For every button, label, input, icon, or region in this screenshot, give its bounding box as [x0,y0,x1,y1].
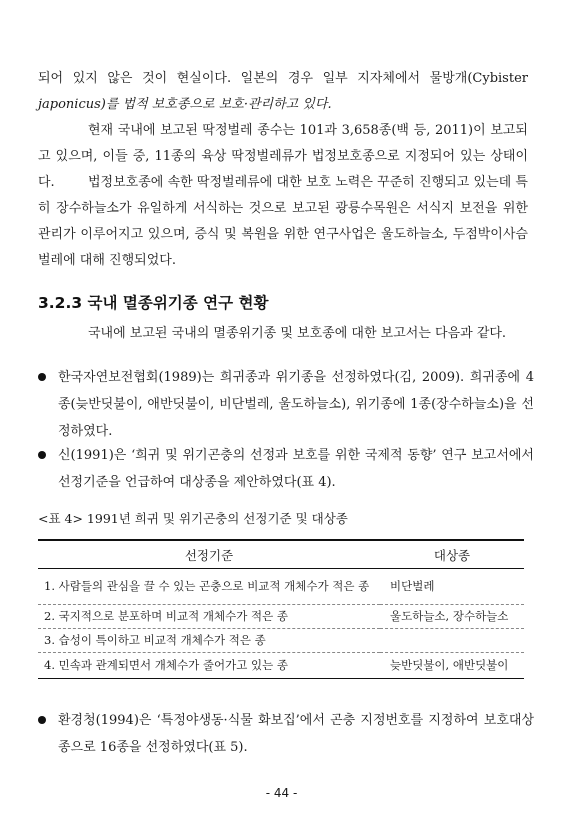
bullet-item-2 [38,442,534,496]
table-caption: <표 4> 1991년 희귀 및 위기곤충의 선정기준 및 대상종 [38,511,348,526]
table-cell: 3. 습성이 특이하고 비교적 개체수가 적은 종 [38,629,380,653]
table-row [38,605,524,629]
paragraph-1-line-1: 되어 있지 않은 것이 현실이다. 일본의 경우 일부 지자체에서 물방개(Cybister [38,71,528,86]
table-row [38,569,524,605]
table-header-row [38,540,524,569]
table-row [38,629,524,653]
bullet-item-3 [38,707,534,761]
bullet-text: 환경청(1994)은 ‘특정야생동·식물 화보집’에서 곤충 지정번호를 지정하여 보호대상종으로 16종을 선정하였다(표 5). [58,713,534,755]
paragraph-3: 법정보호종에 속한 딱정벌레류에 대한 보호 노력은 꾸준히 진행되고 있는데 특히 장수하늘소가 유일하게 서식하는 것으로 보고된 광릉수목원은 서식지 보전을 위한 관리가 이루어지고 있으며, 증식 및 복원을 위한 연구사업은 울도하늘소, 두점박이사슴벌레에 대해 진행되었다. [38,175,528,268]
section-heading: 3.2.3 국내 멸종위기종 연구 현황 [38,294,269,312]
bullet-icon [38,716,46,724]
table-cell: 비단벌레 [380,569,524,605]
species-name: japonicus)를 법적 보호종으로 보호·관리하고 있다. [38,97,332,112]
bullet-icon [38,373,46,381]
table-cell [380,629,524,653]
table-cell: 4. 민속과 관계되면서 개체수가 줄어가고 있는 종 [38,653,380,679]
bullet-text: 신(1991)은 ‘희귀 및 위기곤충의 선정과 보호를 위한 국제적 동향’ 연구 보고서에서 선정기준을 언급하여 대상종을 제안하였다(표 4). [58,448,534,490]
table-row [38,653,524,679]
bullet-text: 한국자연보전협회(1989)는 희귀종과 위기종을 선정하였다(김, 2009). 희귀종에 4종(늦반딧불이, 애반딧불이, 비단벌레, 울도하늘소), 위기종에 1종(장수하늘소)을 선정하였다. [58,370,534,439]
table-cell: 울도하늘소, 장수하늘소 [380,605,524,629]
criteria-table [38,539,524,679]
page-number: - 44 - [265,786,298,800]
table-cell: 늦반딧불이, 애반딧불이 [380,653,524,679]
header-criteria: 선정기준 [38,540,380,569]
header-species: 대상종 [380,540,524,569]
paragraph-2: 현재 국내에 보고된 딱정벌레 종수는 101과 3,658종(백 등, 2011)이 보고되고 있으며, 이들 중, 11종의 육상 딱정벌레류가 법정보호종으로 지정되어 있는 상태이다. [38,123,528,190]
bullet-icon [38,451,46,459]
bullet-item-1 [38,364,534,445]
paragraph-1-line-2 [38,92,528,118]
table-cell: 1. 사람들의 관심을 끌 수 있는 곤충으로 비교적 개체수가 적은 종 [38,569,380,605]
section-intro: 국내에 보고된 국내의 멸종위기종 및 보호종에 대한 보고서는 다음과 같다. [88,326,507,341]
table-cell: 2. 국지적으로 분포하며 비교적 개체수가 적은 종 [38,605,380,629]
